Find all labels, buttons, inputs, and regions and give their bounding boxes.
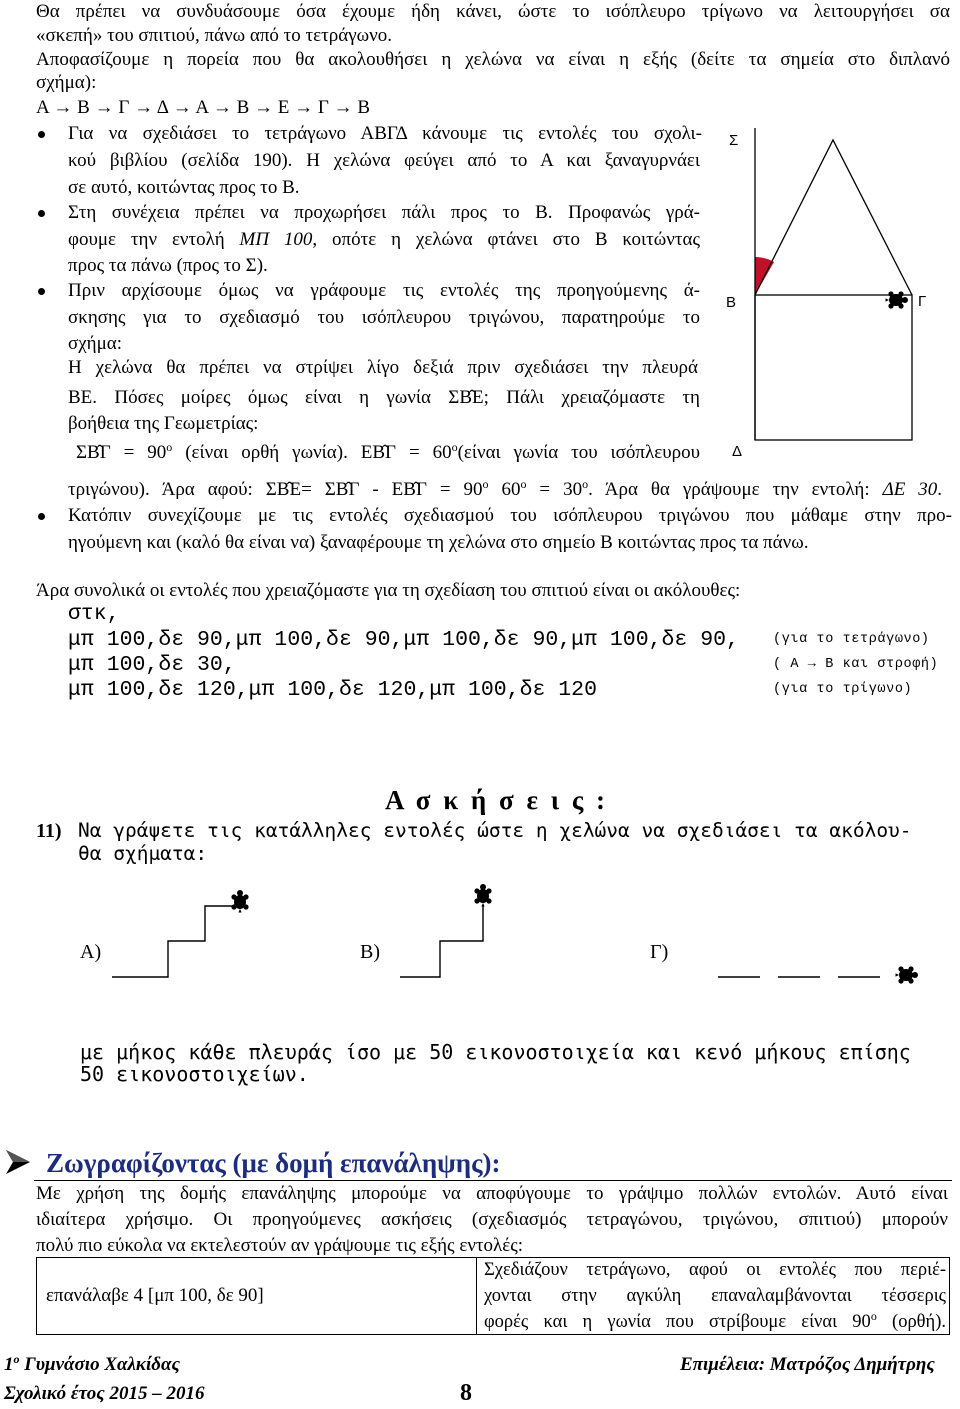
shape-label-a: Α) [80,941,102,963]
turtle-path-sequence: Α → Β → Γ → Δ → Α → Β → Ε → Γ → Β [36,97,371,118]
text-segment: . [937,479,943,500]
degree-sup: ο [166,440,173,454]
text-segment: τριγώνου). Άρα αφού: [68,479,266,500]
ordinal-sup: ο [13,1352,20,1366]
turtle-icon [474,884,491,907]
degree-sup: ο [520,477,527,491]
bullet-icon [38,513,45,520]
exercise-shapes [0,880,960,990]
bullet3-line-5: ΒΕ. Πόσες μοίρες όμως είναι η γωνία ΣΒ̂Ε; Πάλι χρειαζόμαστε τη [68,387,700,408]
explanation-line-1: Σχεδιάζουν τετράγωνο, αφού οι εντολές που περιέ- [484,1260,946,1280]
exercise-number: 11) [36,820,62,842]
text-segment: (είναι ορθή γωνία). [172,442,361,463]
section-paragraph-line-3: πολύ πιο εύκολα να εκτελεστούν αν γράψουμε τις εξής εντολές: [36,1235,524,1256]
exercise-note-line-1: με μήκος κάθε πλευράς ίσο με 50 εικονοστοιχεία και κενό μήκους επίσης [80,1040,911,1064]
bullet-icon [38,210,45,217]
math-segment: ΣΒ̂Γ = 90 [76,442,167,463]
angle-equation-line [76,441,700,465]
shape-label-c: Γ) [650,941,669,963]
text-segment: Γυμνάσιο Χαλκίδας [19,1354,180,1375]
text-segment: φουμε την εντολή [68,229,240,250]
angle-result-line [68,478,942,502]
command-ref: ΔΕ 30 [882,479,938,500]
house-diagram [720,120,950,465]
bullet-icon [38,288,45,295]
intro-line-1: Θα πρέπει να συνδυάσουμε όσα έχουμε ήδη κάνει, ώστε το ισόπλευρο τρίγωνο να λειτουργήσει σα [36,1,950,22]
code-line: στκ, [68,602,120,626]
bullet2-line-3: προς τα πάνω (προς το Σ). [68,255,268,276]
code-comment: ( Α → Β και στροφή) [773,657,939,672]
table-divider [476,1257,477,1335]
turtle-icon [886,291,909,308]
bullet1-line-1: Για να σχεδιάσει το τετράγωνο ΑΒΓΔ κάνουμε τις εντολές του σχολι- [68,123,702,144]
bullet3-line-1: Πριν αρχίσουμε όμως να γράφουμε τις εντολές της προηγούμενης ά- [68,280,700,301]
intro-line-3: Αποφασίζουμε η πορεία που θα ακολουθήσει η χελώνα να είναι η εξής (δείτε τα σημεία στο διπλανό [36,49,950,70]
code-line: μπ 100,δε 120,μπ 100,δε 120,μπ 100,δε 120 [68,678,597,702]
commands-summary: Άρα συνολικά οι εντολές που χρειαζόμαστε για τη σχεδίαση του σπιτιού είναι οι ακόλουθες: [36,580,741,601]
math-segment: ΣΒ̂Ε= ΣΒ̂Γ - ΕΒ̂Γ = 90 [265,479,483,500]
bullet-icon [38,131,45,138]
command-ref: ΜΠ 100 [239,229,313,250]
point-label-g: Γ [918,293,927,310]
text-segment: . Άρα θα γράψουμε την εντολή: [588,479,883,500]
bullet3-line-4: Η χελώνα θα πρέπει να στρίψει λίγο δεξιά πριν σχεδιάσει την πλευρά [68,357,698,378]
arrowhead-icon [4,1148,32,1176]
bullet4-line-2: ηγούμενη και (καλό θα είναι να) ξαναφέρουμε τη χελώνα στο σημείο Β κοιτώντας προς τα πάνω. [68,532,809,553]
code-comment: (για το τετράγωνο) [773,632,930,647]
point-label-b: Β [726,294,737,311]
bullet1-line-2: κού βιβλίου (σελίδα 190). Η χελώνα φεύγει από το Α και ξαναγυρνάει [68,150,700,171]
page-number: 8 [460,1380,472,1406]
footer-school-year: Σχολικό έτος 2015 – 2016 [4,1383,205,1404]
bullet1-line-3: σε αυτό, κοιτώντας προς το Β. [68,177,300,198]
exercise-note-line-2: 50 εικονοστοιχείων. [80,1062,309,1086]
footer-school [4,1353,180,1377]
section-paragraph-line-1: Με χρήση της δομής επανάληψης μπορούμε να αποφύγουμε το γράψιμο πολλών εντολών. Αυτό είναι [36,1183,948,1204]
math-segment: = 30 [526,479,583,500]
math-segment: ΕΒ̂Γ = 60 [360,442,452,463]
degree-sup: ο [482,477,489,491]
footer-editor: Επιμέλεια: Ματρόζος Δημήτρης [680,1354,935,1375]
house-square [755,295,912,440]
text-segment: (είναι γωνία του ισόπλευρου [457,442,700,463]
degree-sup: ο [870,1309,877,1323]
section-divider [34,1180,952,1181]
bullet2-line-1: Στη συνέχεια πρέπει να προχωρήσει πάλι προς το Β. Προφανώς γρά- [68,202,700,223]
explanation-line-2: χονται στην αγκύλη επαναλαμβάνονται τέσσερις [484,1286,946,1306]
repeat-command: επανάλαβε 4 [μπ 100, δε 90] [46,1285,264,1306]
point-label-sigma: Σ [729,132,739,149]
exercises-heading: Α σ κ ή σ ε ι ς : [385,785,608,815]
bullet3-line-6: βοήθεια της Γεωμετρίας: [68,413,259,434]
text-segment: , οπότε η χελώνα φτάνει στο Β κοιτώντας [312,229,700,250]
math-segment: 60 [488,479,521,500]
section-paragraph-line-2: ιδιαίτερα χρήσιμο. Οι προηγούμενες ασκήσεις (σχεδιασμός τετραγώνου, τριγώνου, σπιτιού) μπορούν [36,1209,948,1230]
degree-sup: ο [582,477,589,491]
intro-line-4: σχήμα): [36,72,97,93]
code-comment: (για το τρίγωνο) [773,682,913,697]
intro-line-2: «σκεπή» του σπιτιού, πάνω από το τετράγωνο. [36,25,392,46]
point-label-d: Δ [732,443,743,460]
degree-sup: ο [451,440,458,454]
bullet3-line-3: σχήμα: [68,333,123,354]
exercise-prompt-line-2: θα σχήματα: [78,842,208,865]
code-line: μπ 100,δε 30, [68,653,236,677]
section-title: Ζωγραφίζοντας (με δομή επανάληψης): [46,1148,501,1178]
text-segment: 1 [4,1354,14,1375]
bullet3-line-2: σκησης για το σχεδιασμό του ισόπλευρου τριγώνου, παρατηρούμε το [68,307,700,328]
shape-label-b: Β) [360,941,380,963]
text-segment: (ορθή). [876,1312,946,1332]
turtle-icon [896,966,919,983]
bullet4-line-1: Κατόπιν συνεχίζουμε με τις εντολές σχεδιασμού του ισόπλευρου τριγώνου που μάθαμε στην προ- [68,505,952,526]
roof-triangle [755,140,912,295]
staircase-shape-a [112,906,236,977]
turtle-icon [231,890,248,913]
staircase-shape-b [400,906,483,977]
text-segment: φορές και η γωνία που στρίβουμε είναι 90 [484,1312,871,1332]
code-line: μπ 100,δε 90,μπ 100,δε 90,μπ 100,δε 90,μπ 100,δε 90, [68,628,739,652]
exercise-prompt-line-1: Να γράψετε τις κατάλληλες εντολές ώστε η χελώνα να σχεδιάσει τα ακόλου- [78,819,912,842]
bullet2-line-2 [68,228,700,252]
explanation-line-3 [484,1310,946,1334]
